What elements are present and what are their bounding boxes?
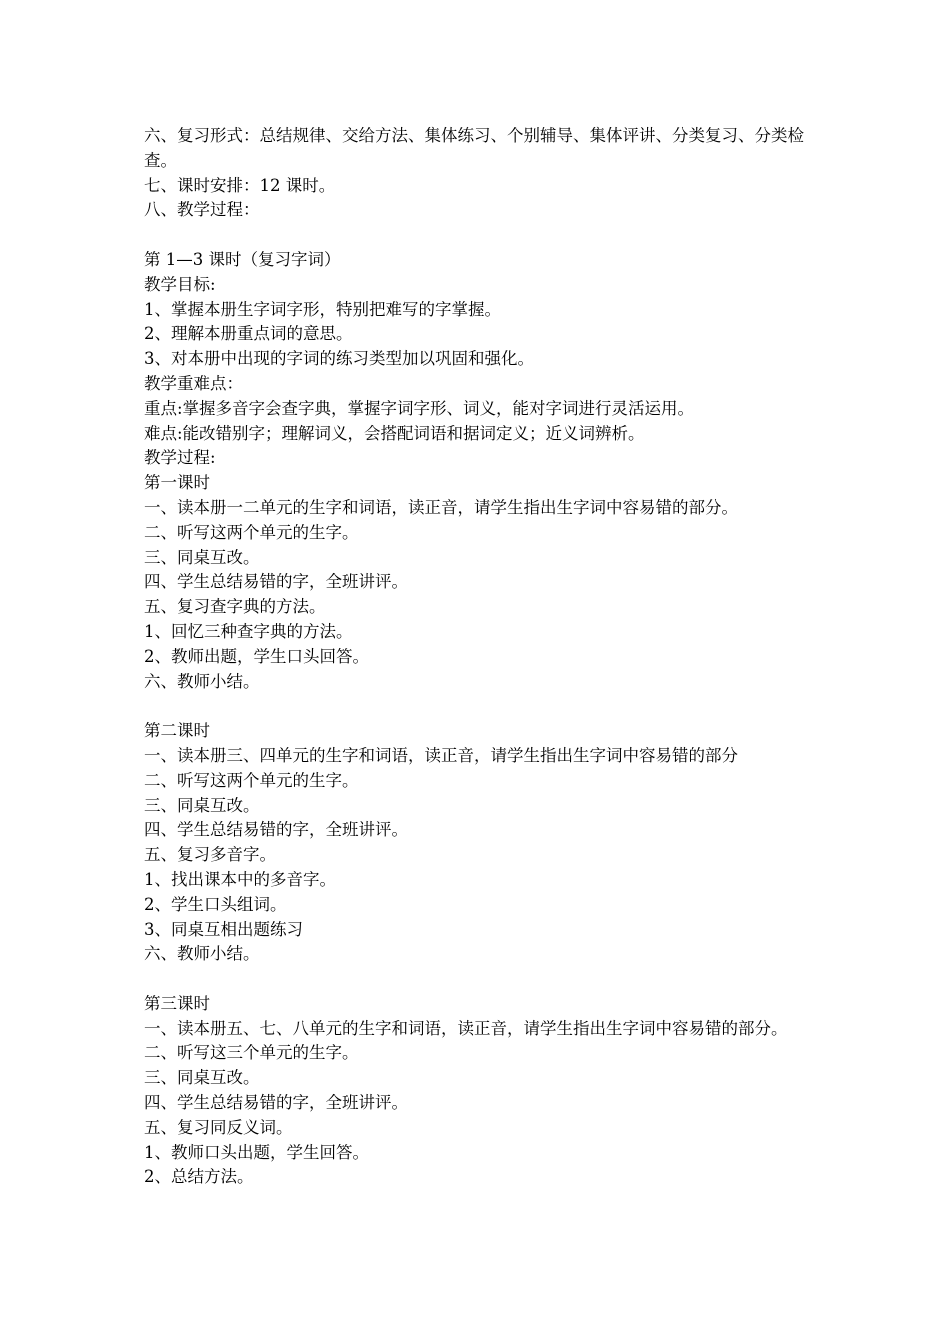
lesson-substep: 2、学生口头组词。 — [144, 894, 287, 914]
lesson-step: 六、教师小结。 — [144, 944, 260, 964]
lesson-step: 五、复习多音字。 — [144, 845, 276, 865]
paragraph-review-format: 六、复习形式：总结规律、交给方法、集体练习、个别辅导、集体评讲、分类复习、分类检查。 — [144, 126, 804, 170]
lesson-step: 五、复习同反义词。 — [144, 1117, 293, 1137]
lesson-step: 一、读本册三、四单元的生字和词语，读正音，请学生指出生字词中容易错的部分 — [144, 745, 738, 765]
paragraph-teaching-process: 八、教学过程： — [144, 200, 260, 220]
teaching-goals-heading: 教学目标: — [144, 274, 216, 294]
lesson-substep: 3、同桌互相出题练习 — [144, 919, 303, 939]
lesson-step: 四、学生总结易错的字，全班讲评。 — [144, 1093, 408, 1113]
section-heading-lessons-1-3: 第 1—3 课时（复习字词） — [144, 249, 341, 269]
lesson-step: 四、学生总结易错的字，全班讲评。 — [144, 572, 408, 592]
lesson-substep: 1、回忆三种查字典的方法。 — [144, 621, 353, 641]
lesson-substep: 2、教师出题，学生口头回答。 — [144, 646, 369, 666]
lesson-step: 五、复习查字典的方法。 — [144, 597, 326, 617]
lesson-substep: 1、教师口头出题，学生回答。 — [144, 1142, 369, 1162]
lesson-substep: 2、总结方法。 — [144, 1167, 254, 1187]
lesson-heading-first: 第一课时 — [144, 473, 210, 493]
lesson-substep: 1、找出课本中的多音字。 — [144, 869, 336, 889]
lesson-step: 二、听写这两个单元的生字。 — [144, 770, 359, 790]
lesson-step: 六、教师小结。 — [144, 671, 260, 691]
lesson-step: 三、同桌互改。 — [144, 795, 260, 815]
paragraph-lesson-count: 七、课时安排：12 课时。 — [144, 175, 336, 195]
lesson-step: 一、读本册一二单元的生字和词语，读正音，请学生指出生字词中容易错的部分。 — [144, 497, 738, 517]
goal-item: 3、对本册中出现的字词的练习类型加以巩固和强化。 — [144, 349, 534, 369]
process-heading: 教学过程: — [144, 448, 216, 468]
blank-line — [144, 967, 814, 992]
key-point-item: 重点:掌握多音字会查字典，掌握字词字形、词义，能对字词进行灵活运用。 — [144, 398, 695, 418]
lesson-heading-second: 第二课时 — [144, 721, 210, 741]
goal-item: 1、掌握本册生字词字形，特别把难写的字掌握。 — [144, 299, 501, 319]
difficult-point-item: 难点:能改错别字；理解词义，会搭配词语和据词定义；近义词辨析。 — [144, 423, 645, 443]
lesson-step: 四、学生总结易错的字，全班讲评。 — [144, 820, 408, 840]
lesson-step: 三、同桌互改。 — [144, 547, 260, 567]
lesson-step: 一、读本册五、七、八单元的生字和词语，读正音，请学生指出生字词中容易错的部分。 — [144, 1018, 788, 1038]
lesson-step: 三、同桌互改。 — [144, 1068, 260, 1088]
blank-line — [144, 223, 814, 248]
goal-item: 2、理解本册重点词的意思。 — [144, 324, 353, 344]
document-body — [144, 124, 814, 1190]
blank-line — [144, 694, 814, 719]
key-points-heading: 教学重难点： — [144, 373, 243, 393]
lesson-heading-third: 第三课时 — [144, 993, 210, 1013]
lesson-step: 二、听写这两个单元的生字。 — [144, 522, 359, 542]
lesson-step: 二、听写这三个单元的生字。 — [144, 1043, 359, 1063]
